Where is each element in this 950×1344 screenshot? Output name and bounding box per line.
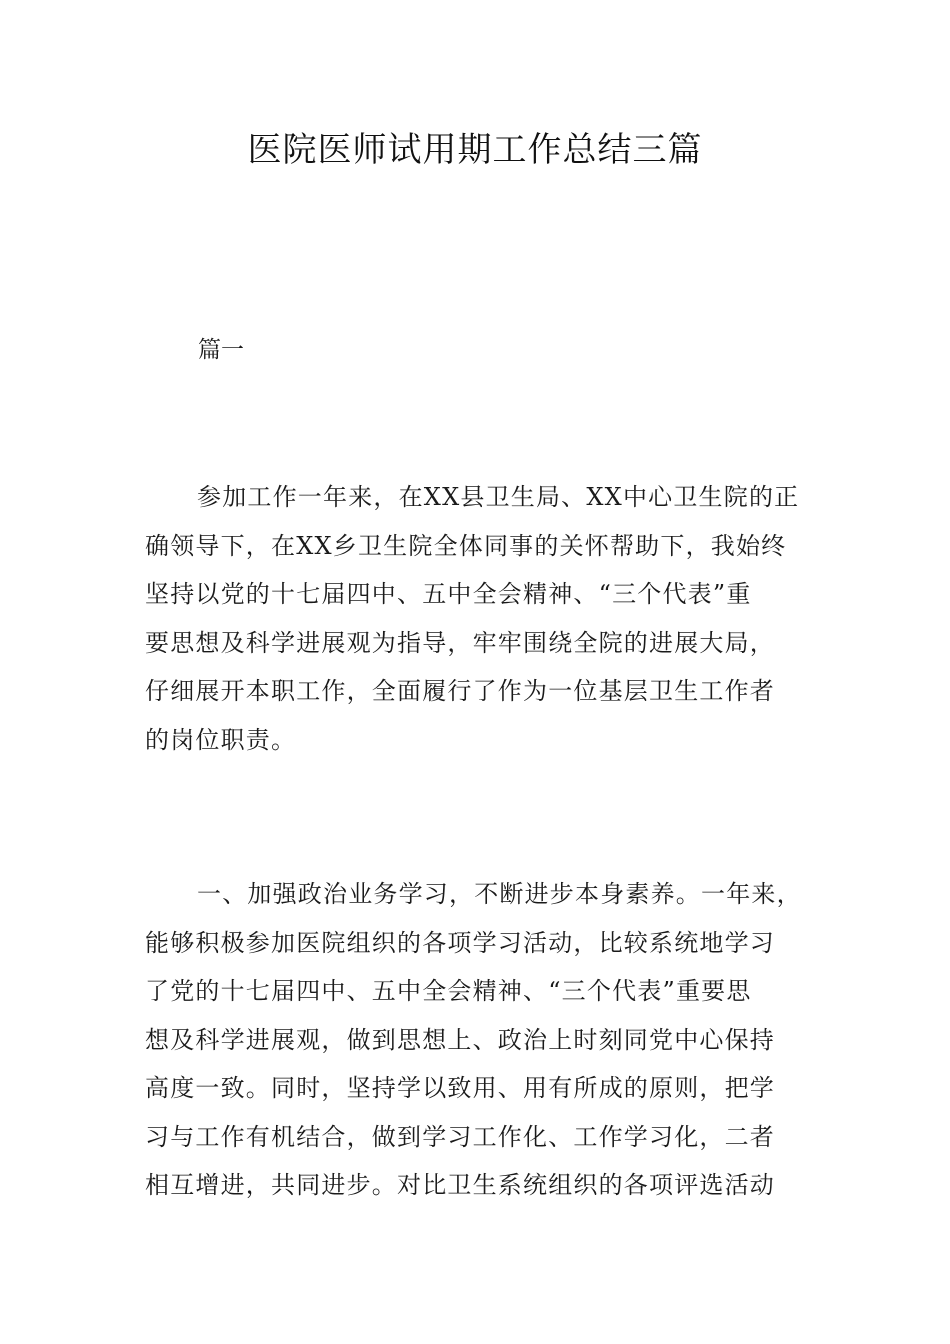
paragraph-line: 能够积极参加医院组织的各项学习活动，比较系统地学习 <box>145 928 775 957</box>
paragraph-intro <box>145 473 810 764</box>
paragraph-line: 一、加强政治业务学习，不断进步本身素养。一年来， <box>197 880 802 908</box>
paragraph-line: 的岗位职责。 <box>145 725 297 754</box>
paragraph-study <box>145 870 810 1210</box>
paragraph-line: 确领导下，在XX乡卫生院全体同事的关怀帮助下，我始终 <box>145 531 787 560</box>
paragraph-line: 习与工作有机结合，做到学习工作化、工作学习化，二者 <box>145 1122 775 1151</box>
paragraph-line: 了党的十七届四中、五中全会精神、“三个代表”重要思 <box>145 977 752 1005</box>
document-title: 医院医师试用期工作总结三篇 <box>247 130 703 170</box>
paragraph-line: 相互增进，共同进步。对比卫生系统组织的各项评选活动 <box>145 1171 775 1199</box>
paragraph-line: 要思想及科学进展观为指导，牢牢围绕全院的进展大局， <box>145 628 775 657</box>
paragraph-line: 想及科学进展观，做到思想上、政治上时刻同党中心保持 <box>145 1025 775 1054</box>
paragraph-line: 仔细展开本职工作，全面履行了作为一位基层卫生工作者 <box>145 677 775 705</box>
paragraph-line: 参加工作一年来，在XX县卫生局、XX中心卫生院的正 <box>197 483 800 511</box>
section-label: 篇一 <box>198 337 244 363</box>
paragraph-line: 坚持以党的十七届四中、五中全会精神、“三个代表”重 <box>145 580 752 608</box>
paragraph-line: 高度一致。同时，坚持学以致用、用有所成的原则，把学 <box>145 1074 775 1102</box>
